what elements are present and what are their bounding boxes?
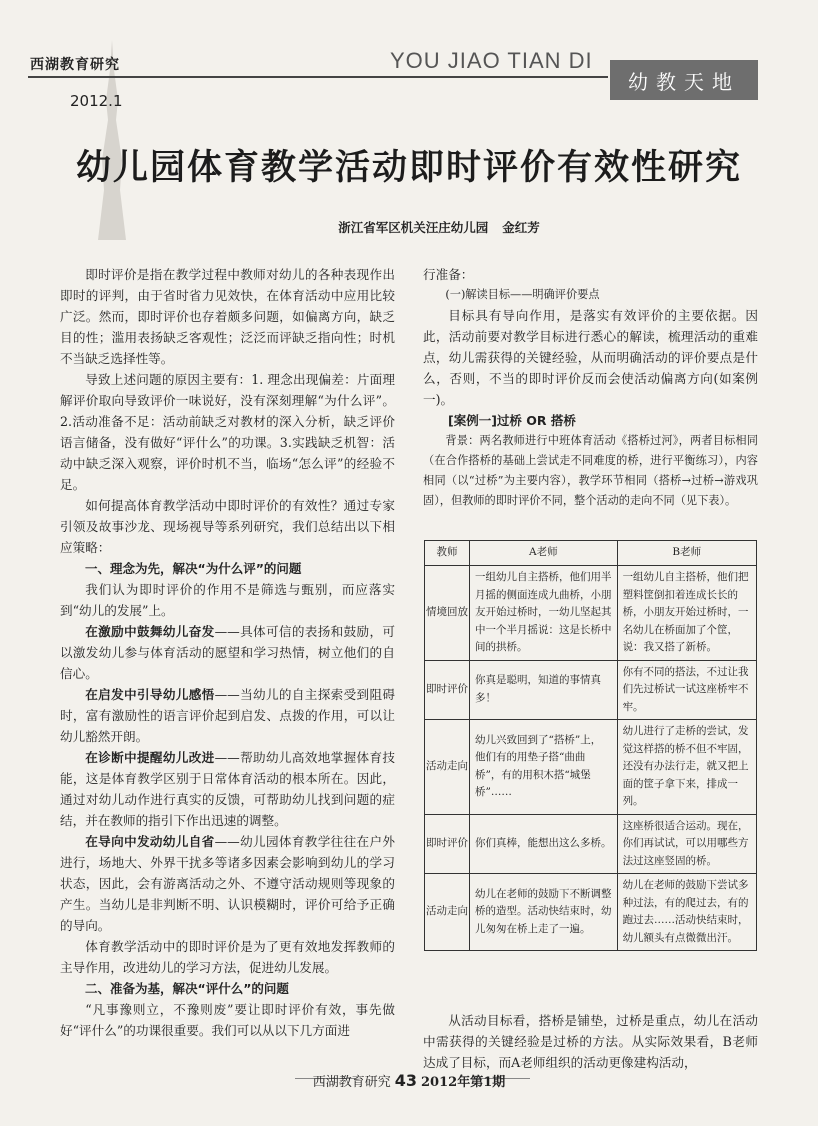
paragraph-text: 行准备：: [423, 267, 474, 282]
row-label-cell: 活动走向: [425, 874, 470, 951]
comparison-table: [424, 540, 757, 951]
table-header-row: [425, 541, 757, 566]
paragraph-text: 二、准备为基，解决“评什么”的问题: [85, 981, 289, 996]
row-label-cell: 情境回放: [425, 566, 470, 661]
strategy-keyword: 在启发中引导幼儿感悟: [85, 687, 215, 702]
paragraph-text: “凡事豫则立，不豫则废”要让即时评价有效，事先做好“评什么”的功课很重要。我们可以从以下几方面进: [60, 1002, 395, 1038]
paragraph-text: ——幼儿园体育教学往往在户外进行，场地大、外界干扰多等诸多因素会影响到幼儿的学习状态，因此，会有游离活动之外、不遵守活动规则等现象的产生。当幼儿是非判断不明、认识模糊时，评价可给予正确的导向。: [60, 834, 395, 933]
paragraph-text: 导致上述问题的原因主要有：1. 理念出现偏差：片面理解评价取向导致评价一味说好，没有深刻理解“为什么评”。2.活动准备不足：活动前缺乏对教材的深入分析，缺乏评价语言储备，没有做好“评什么”的功课。3.实践缺乏机智：活动中缺乏深入观察，评价时机不当，临场“怎么评”的经验不足。: [60, 372, 395, 492]
author-name: 金红芳: [502, 220, 540, 235]
body-paragraph: [60, 495, 395, 558]
paragraph-text: ——当幼儿的自主探索受到阻碍时，富有激励性的语言评价起到启发、点拨的作用，可以让幼儿豁然开朗。: [60, 687, 395, 744]
paragraph-text: ——帮助幼儿高效地掌握体育技能，这是体育教学区别于日常体育活动的根本所在。因此，通过对幼儿动作进行真实的反馈，可帮助幼儿找到问题的症结，并在教师的指引下作出迅速的调整。: [60, 750, 395, 828]
strategy-keyword: 在激励中鼓舞幼儿奋发: [85, 624, 215, 639]
teacher-a-cell: 你们真棒，能想出这么多桥。: [470, 814, 618, 874]
page-number: 43: [394, 1071, 418, 1090]
teacher-b-cell: 幼儿在老师的鼓励下尝试多种过法，有的爬过去，有的跑过去……活动快结束时，幼儿额头有点微微出汗。: [617, 874, 756, 951]
paragraph-text: 体育教学活动中的即时评价是为了更有效地发挥教师的主导作用，改进幼儿的学习方法，促进幼儿发展。: [60, 939, 395, 975]
page-footer: [0, 1071, 818, 1090]
paragraph-text: ——具体可信的表扬和鼓励，可以激发幼儿参与体育活动的愿望和学习热情，树立他们的自信心。: [60, 624, 395, 681]
body-paragraph: [423, 1010, 758, 1073]
paragraph-text: 背景：两名教师进行中班体育活动《搭桥过河》，两者目标相同（在合作搭桥的基础上尝试走不同难度的桥，进行平衡练习），内容相同（以“过桥”为主要内容），教学环节相同（搭桥→过桥→游戏巩固），但教师的即时评价不同，整个活动的走向不同（见下表）。: [423, 434, 758, 507]
paragraph-text: (一)解读目标——明确评价要点: [445, 288, 600, 301]
journal-name: 西湖教育研究: [30, 57, 120, 73]
strategy-keyword: 在导向中发动幼儿自省: [85, 834, 215, 849]
table-header-cell: A老师: [470, 541, 618, 566]
teacher-a-cell: 一组幼儿自主搭桥，他们用半月摇的侧面连成九曲桥，小朋友开始过桥时，一幼儿坚起其中一个半月摇说：这是长桥中间的拱桥。: [470, 566, 618, 661]
right-column-bottom: [423, 1010, 758, 1073]
body-paragraph: [423, 431, 758, 511]
teacher-b-cell: 一组幼儿自主搭桥，他们把塑料筐倒扣着连成长长的桥，小朋友开始过桥时，一名幼儿在桥面加了个筐，说：我又搭了新桥。: [617, 566, 756, 661]
author-line: [0, 218, 818, 236]
teacher-b-cell: 这座桥很适合运动。现在，你们再试试，可以用哪些方法过这座竖固的桥。: [617, 814, 756, 874]
table-row: [425, 874, 757, 951]
section-heading: [423, 410, 758, 431]
paragraph-text: 我们认为即时评价的作用不是筛选与甄别，而应落实到“幼儿的发展”上。: [60, 582, 395, 618]
body-paragraph: [423, 264, 758, 285]
table-header-cell: 教师: [425, 541, 470, 566]
table-row: [425, 814, 757, 874]
row-label-cell: 即时评价: [425, 660, 470, 720]
right-column-top: [423, 264, 758, 511]
body-paragraph: [423, 285, 758, 305]
table-body: [425, 566, 757, 951]
table-row: [425, 566, 757, 661]
column-latin-title: YOU JIAO TIAN DI: [390, 48, 593, 73]
issue-number: 2012.1: [70, 92, 123, 110]
left-column: [60, 264, 395, 1041]
body-paragraph: [60, 579, 395, 621]
row-label-cell: 活动走向: [425, 720, 470, 815]
body-paragraph: [60, 747, 395, 831]
article-title: 幼儿园体育教学活动即时评价有效性研究: [75, 148, 742, 188]
teacher-b-cell: 你有不同的搭法，不过让我们先过桥试一试这座桥牢不牢。: [617, 660, 756, 720]
body-paragraph: [60, 369, 395, 495]
table-row: [425, 660, 757, 720]
body-paragraph: [60, 936, 395, 978]
paragraph-text: [案例一]过桥 OR 搭桥: [448, 413, 576, 428]
body-paragraph: [60, 831, 395, 936]
paragraph-text: 如何提高体育教学活动中即时评价的有效性？通过专家引领及故事沙龙、现场视导等系列研究，我们总结出以下相应策略：: [60, 498, 395, 555]
paragraph-text: 即时评价是指在教学过程中教师对幼儿的各种表现作出即时的评判，由于省时省力见效快，在体育活动中应用比较广泛。然而，即时评价也存着颇多问题，如偏离方向，缺乏目的性；滥用表扬缺乏客观性；泛泛而评缺乏指向性；时机不当缺乏选择性等。: [60, 267, 395, 366]
table-header-cell: B老师: [617, 541, 756, 566]
strategy-keyword: 在诊断中提醒幼儿改进: [85, 750, 215, 765]
teacher-b-cell: 幼儿进行了走桥的尝试，发觉这样搭的桥不但不牢固，还没有办法行走，就又把上面的筐子拿下来，排成一列。: [617, 720, 756, 815]
teacher-a-cell: 你真是聪明，知道的事情真多！: [470, 660, 618, 720]
case-table: [424, 540, 757, 951]
teacher-a-cell: 幼儿在老师的鼓励下不断调整桥的造型。活动快结束时，幼儿匆匆在桥上走了一遍。: [470, 874, 618, 951]
column-label: 幼教天地: [610, 60, 758, 100]
teacher-a-cell: 幼儿兴致回到了“搭桥”上，他们有的用垫子搭“曲曲桥”，有的用积木搭“城堡桥”……: [470, 720, 618, 815]
body-paragraph: [60, 684, 395, 747]
footer-issue: 2012年第1期: [421, 1075, 506, 1090]
paragraph-text: 目标具有导向作用，是落实有效评价的主要依据。因此，活动前要对教学目标进行悉心的解读，梳理活动的重难点，幼儿需获得的关键经验，从而明确活动的评价要点是什么，否则，不当的即时评价反而会使活动偏离方向(如案例一)。: [423, 308, 758, 407]
section-heading: [60, 978, 395, 999]
paragraph-text: 一、理念为先，解决“为什么评”的问题: [85, 561, 302, 576]
body-paragraph: [60, 621, 395, 684]
row-label-cell: 即时评价: [425, 814, 470, 874]
header-rule: [28, 76, 608, 78]
table-row: [425, 720, 757, 815]
body-paragraph: [60, 264, 395, 369]
body-paragraph: [60, 999, 395, 1041]
section-heading: [60, 558, 395, 579]
body-paragraph: [423, 305, 758, 410]
author-organization: 浙江省军区机关汪庄幼儿园: [338, 220, 489, 235]
right-column: [423, 264, 758, 511]
paragraph-text: 从活动目标看，搭桥是铺垫，过桥是重点，幼儿在活动中需获得的关键经验是过桥的方法。从实际效果看，B老师达成了目标，而A老师组织的活动更像建构活动，: [423, 1013, 758, 1070]
footer-journal: 西湖教育研究: [312, 1075, 391, 1090]
